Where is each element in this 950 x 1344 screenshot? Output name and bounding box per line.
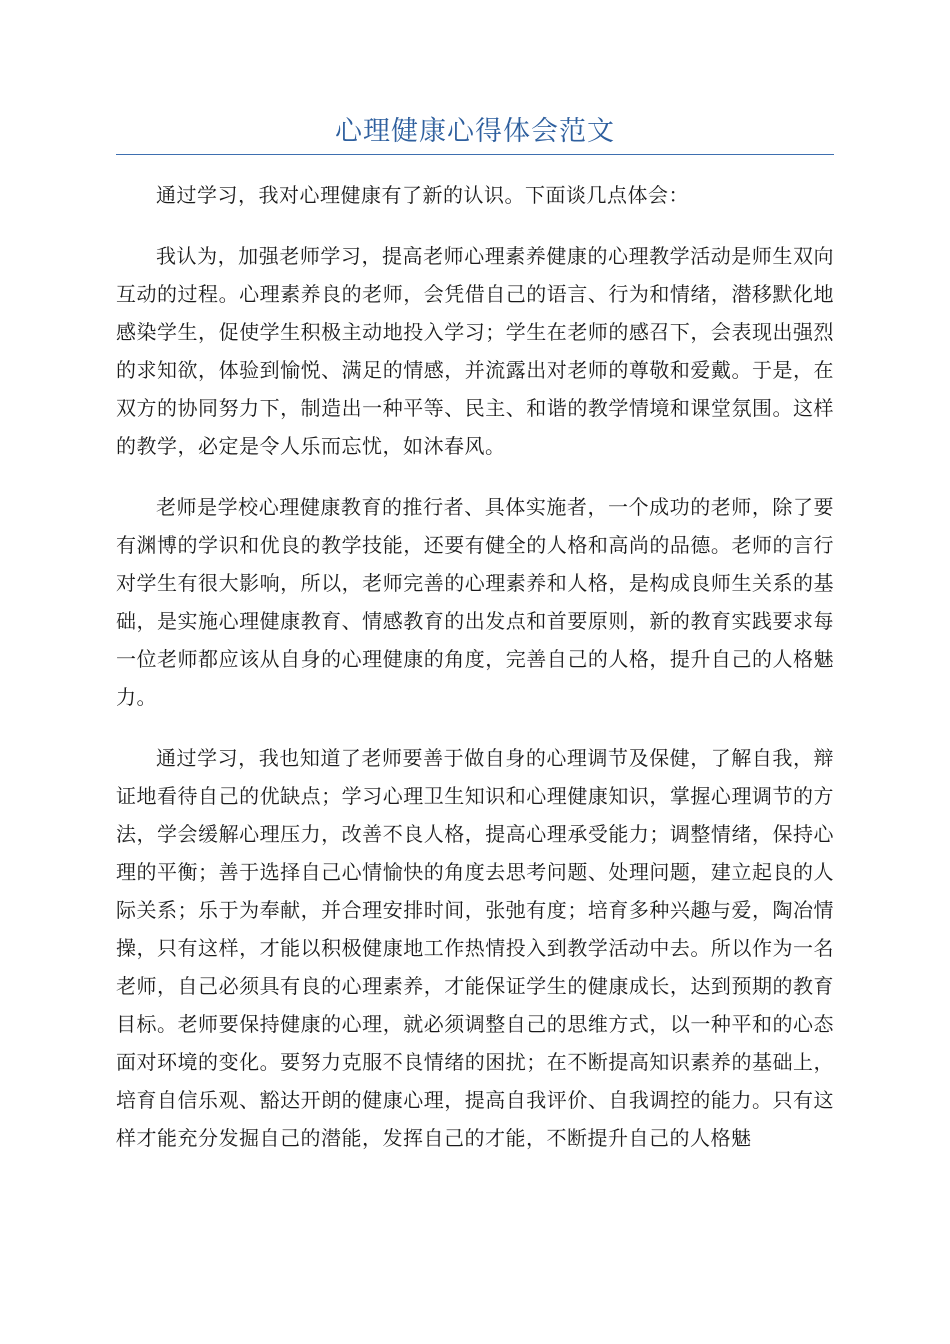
document-title: 心理健康心得体会范文 [335, 116, 615, 147]
paragraph-teacher-student-interaction: 我认为，加强老师学习，提高老师心理素养健康的心理教学活动是师生双向互动的过程。心理素养良的老师，会凭借自己的语言、行为和情绪，潜移默化地感染学生，促使学生积极主动地投入学习；学生在老师的感召下，会表现出强烈的求知欲，体验到愉悦、满足的情感，并流露出对老师的尊敬和爱戴。于是，在双方的协同努力下，制造出一种平等、民主、和谐的教学情境和课堂氛围。这样的教学，必定是令人乐而忘忧，如沐春风。 [116, 244, 834, 458]
paragraph-self-adjustment: 通过学习，我也知道了老师要善于做自身的心理调节及保健，了解自我，辩证地看待自己的优缺点；学习心理卫生知识和心理健康知识，掌握心理调节的方法，学会缓解心理压力，改善不良人格，提高心理承受能力；调整情绪，保持心理的平衡；善于选择自己心情愉快的角度去思考问题、处理问题，建立起良的人际关系；乐于为奉献，并合理安排时间，张弛有度；培育多种兴趣与爱，陶冶情操，只有这样，才能以积极健康地工作热情投入到教学活动中去。所以作为一名老师，自己必须具有良的心理素养，才能保证学生的健康成长，达到预期的教育目标。老师要保持健康的心理，就必须调整自己的思维方式，以一种平和的心态面对环境的变化。要努力克服不良情绪的困扰；在不断提高知识素养的基础上，培育自信乐观、豁达开朗的健康心理，提高自我评价、自我调控的能力。只有这样才能充分发掘自己的潜能，发挥自己的才能，不断提升自己的人格魅 [116, 746, 834, 1150]
title-underline [116, 154, 834, 155]
paragraph-teacher-role: 老师是学校心理健康教育的推行者、具体实施者，一个成功的老师，除了要有渊博的学识和优良的教学技能，还要有健全的人格和高尚的品德。老师的言行对学生有很大影响，所以，老师完善的心理素养和人格，是构成良师生关系的基础，是实施心理健康教育、情感教育的出发点和首要原则，新的教育实践要求每一位老师都应该从自身的心理健康的角度，完善自己的人格，提升自己的人格魅力。 [116, 495, 834, 709]
paragraph-intro: 通过学习，我对心理健康有了新的认识。下面谈几点体会： [156, 183, 689, 207]
document-body [116, 176, 834, 1180]
